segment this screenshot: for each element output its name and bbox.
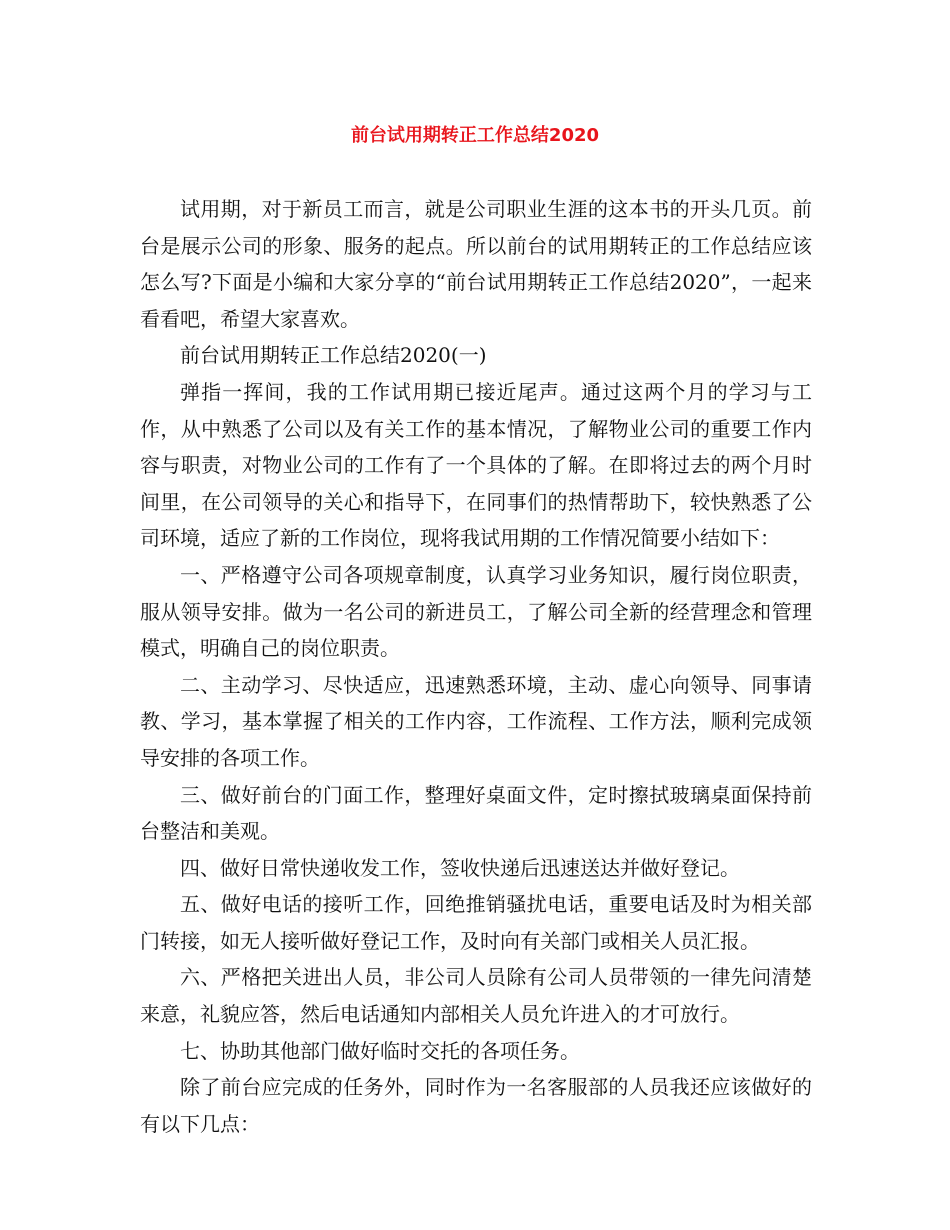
- paragraph-opening: 弹指一挥间，我的工作试用期已接近尾声。通过这两个月的学习与工作，从中熟悉了公司以及有关工作的基本情况，了解物业公司的重要工作内容与职责，对物业公司的工作有了一个具体的了解。在即将过去的两个月时间里，在公司领导的关心和指导下，在同事们的热情帮助下，较快熟悉了公司环境，适应了新的工作岗位，现将我试用期的工作情况简要小结如下：: [140, 379, 812, 551]
- paragraph-subtitle: 前台试用期转正工作总结2020(一): [180, 343, 487, 368]
- paragraph-item-3: 三、做好前台的门面工作，整理好桌面文件，定时擦拭玻璃桌面保持前台整洁和美观。: [140, 782, 812, 844]
- document-body: [140, 191, 812, 1142]
- paragraph-intro: 试用期，对于新员工而言，就是公司职业生涯的这本书的开头几页。前台是展示公司的形象、服务的起点。所以前台的试用期转正的工作总结应该怎么写?下面是小编和大家分享的“前台试用期转正工作总结2020”，一起来看看吧，希望大家喜欢。: [140, 197, 812, 331]
- paragraph-item-2: 二、主动学习、尽快适应，迅速熟悉环境，主动、虚心向领导、同事请教、学习，基本掌握了相关的工作内容，工作流程、工作方法，顺利完成领导安排的各项工作。: [140, 672, 812, 770]
- paragraph-item-4: 四、做好日常快递收发工作，签收快递后迅速送达并做好登记。: [180, 855, 740, 880]
- paragraph-item-7: 七、协助其他部门做好临时交托的各项任务。: [180, 1038, 580, 1063]
- paragraph-closing: 除了前台应完成的任务外，同时作为一名客服部的人员我还应该做好的有以下几点：: [140, 1075, 812, 1136]
- document-title: 前台试用期转正工作总结2020: [350, 125, 600, 146]
- paragraph-item-1: 一、严格遵守公司各项规章制度，认真学习业务知识，履行岗位职责，服从领导安排。做为一名公司的新进员工，了解公司全新的经营理念和管理模式，明确自己的岗位职责。: [140, 562, 812, 661]
- paragraph-item-6: 六、严格把关进出人员，非公司人员除有公司人员带领的一律先问清楚来意，礼貌应答，然后电话通知内部相关人员允许进入的才可放行。: [140, 965, 812, 1027]
- paragraph-item-5: 五、做好电话的接听工作，回绝推销骚扰电话，重要电话及时为相关部门转接，如无人接听做好登记工作，及时向有关部门或相关人员汇报。: [140, 892, 812, 953]
